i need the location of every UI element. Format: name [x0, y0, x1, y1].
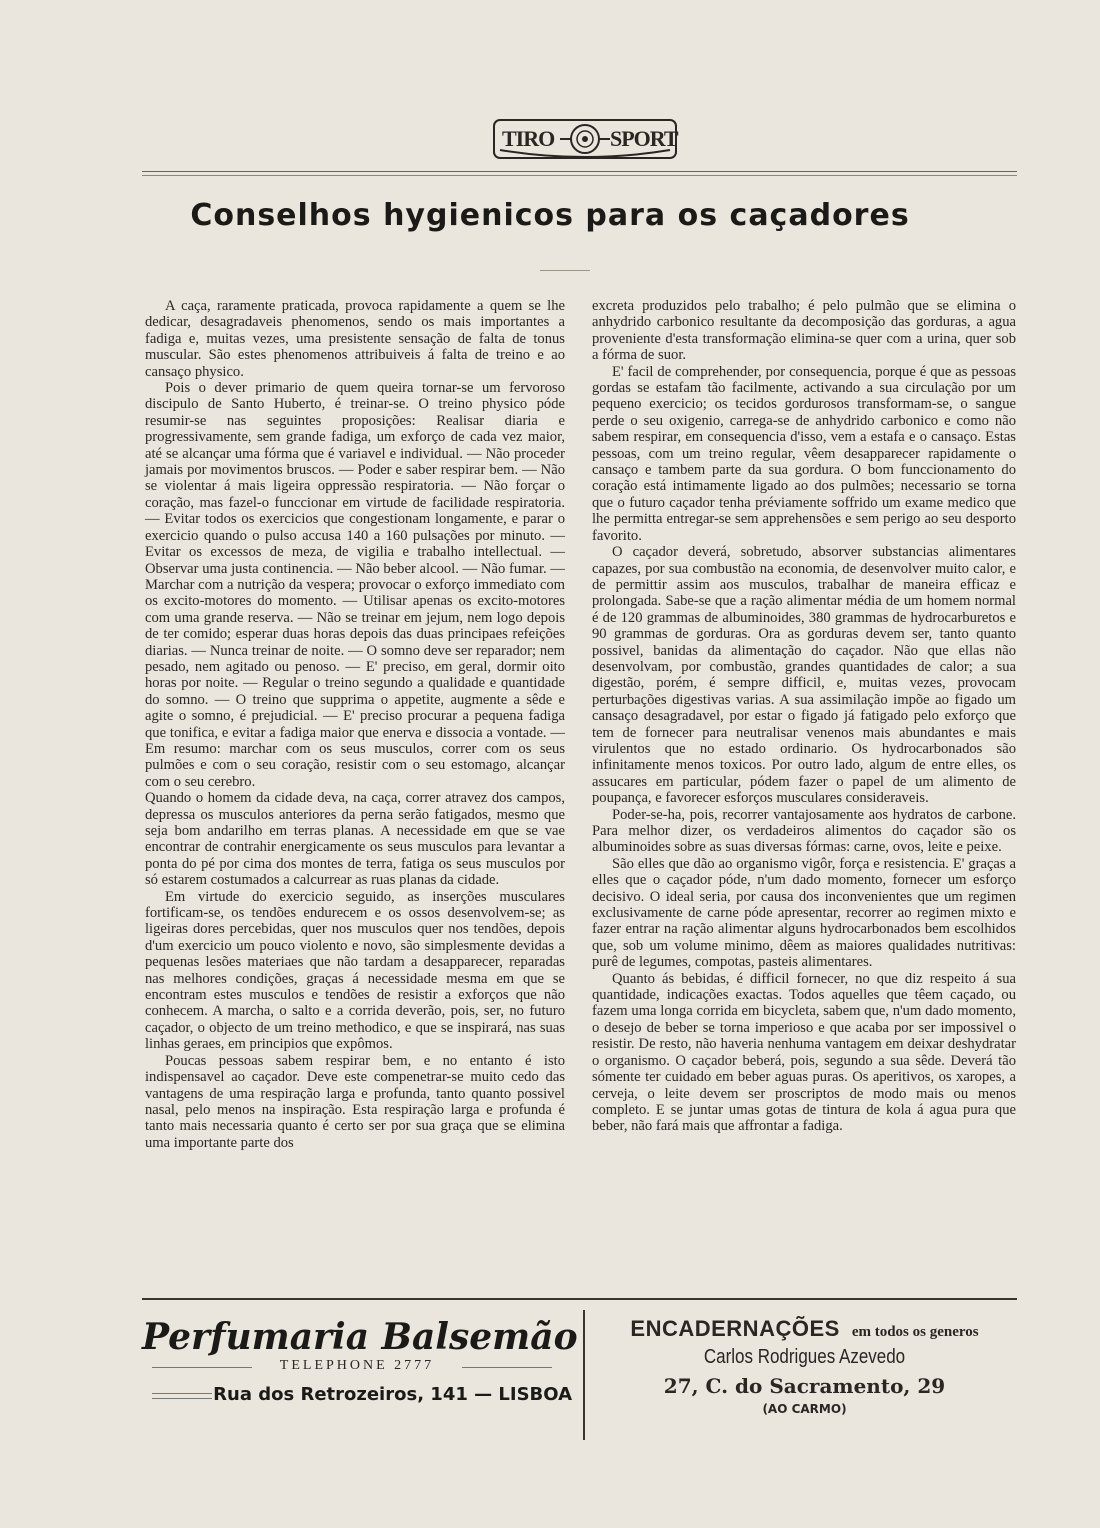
paragraph: E' facil de comprehender, por consequencia, porque é que as pessoas gordas se estafam tão facilmente, activando a sua circulação por um pequeno exercicio; os tecidos gordurosos transformam-se, o sangue perde o seu oxigenio, carrega-se de anhydrido carbonico e como não sabem respirar, em consequencia d'isso, vem a estafa e o cansaço. Estas pessoas, com um treino regular, vêem desapparecer rapidamente o cansaço e tambem parte da sua gordura. O bom funccionamento do coração está intimamente ligado ao dos pulmões; necessario se torna que o futuro caçador tenha préviamente soffrido um exame medico que lhe permitta entregar-se sem apprehensões e sem perigo ao seu desporto favorito. — [592, 363, 1016, 544]
svg-text:SPORT: SPORT — [610, 126, 678, 151]
paragraph: Quanto ás bebidas, é difficil fornecer, no que diz respeito á sua quantidade, indicações exactas. Todos aquelles que têem caçado, ou fazem uma longa corrida em bicycleta, sabem que, n'um dado momento, o desejo de beber se torna imperioso e que acaba por ser impossivel o resistir. De resto, não haveria nenhuma vantagem em deixar deshydratar o organismo. O caçador beberá, pois, segundo a sua sêde. Deverá tão sómente ter cuidado em beber aguas puras. Os aperitivos, os xaropes, a cerveja, o leite devem ser proscriptos de modo mais ou menos completo. E se juntar umas gotas de tintura de kola á agua pura que beber, não fará mais que affrontar a fadiga. — [592, 970, 1016, 1135]
ads-divider — [583, 1310, 585, 1440]
encadernacoes-ad — [592, 1310, 1017, 1440]
paragraph: A caça, raramente praticada, provoca rapidamente a quem se lhe dedicar, desagradaveis phenomenos, sendo os mais importantes a fadiga e, muitas vezes, uma presistente sensação de falta de tonus muscular. São estes phenomenos attribuiveis á falta de treino e ao cansaço physico. — [145, 298, 565, 380]
ad-name: Carlos Rodrigues Azevedo — [703, 1346, 906, 1368]
ad-street: 27, C. do Sacramento, 29 — [663, 1374, 946, 1398]
tiro-sport-logo — [490, 110, 680, 165]
title-divider — [540, 270, 590, 271]
ad-address: Rua dos Retrozeiros, 141 — LISBOA — [213, 1384, 572, 1405]
ad-subheadline: em todos os generos — [851, 1324, 979, 1340]
article-column-left — [145, 298, 565, 1151]
paragraph: Quando o homem da cidade deva, na caça, correr atravez dos campos, depressa os musculos anteriores da perna serão fatigados, mesmo que seja bom andarilho em terras planas. A necessidade em que se vae encontrar de contrahir energicamente os seus musculos para levantar a ponta do pé por cima dos montes de terra, fatiga os seus musculos por só estarem costumados a calcurrear as ruas planas da cidade. — [145, 790, 565, 889]
ad-dash — [462, 1367, 552, 1368]
paragraph: excreta produzidos pelo trabalho; é pelo pulmão que se elimina o anhydrido carbonico resultante da decomposição das gorduras, a agua proveniente d'esta transformação elimina-se quer com a urina, quer sob a fórma de suor. — [592, 298, 1016, 364]
paragraph: Poder-se-ha, pois, recorrer vantajosamente aos hydratos de carbone. Para melhor dizer, os verdadeiros alimentos do caçador são os albuminoides sobre as suas diversas fórmas: carne, ovos, leite e peixe. — [592, 806, 1016, 856]
ad-headline: ENCADERNAÇÕES — [630, 1316, 840, 1341]
ad-phone: TELEPHONE 2777 — [279, 1358, 435, 1373]
perfumaria-ad — [142, 1310, 578, 1440]
paragraph: São elles que dão ao organismo vigôr, força e resistencia. E' graças a elles que o caçador póde, n'um dado momento, fornecer um esforço decisivo. O ideal seria, por causa dos inconvenientes que um regimen exclusivamente de carne póde apresentar, recorrer ao regimen mixto e fazer entrar na ração alimentar alguns hydrocarbonados bem escolhidos que, sob um volume minimo, dêem as maiores qualidades nutritivas: purê de legumes, compotas, pasteis alimentares. — [592, 855, 1016, 971]
svg-text:TIRO: TIRO — [502, 126, 555, 151]
ad-brand: Perfumaria Balsemão — [142, 1316, 578, 1358]
paragraph: O caçador deverá, sobretudo, absorver substancias alimentares capazes, por sua combustão na economia, de desenvolver muito calor, e de permittir assim aos musculos, trabalhar de maneira efficaz e prolongada. Sabe-se que a ração alimentar média de um homem normal é de 120 grammas de albuminoides, 380 grammas de hydrocarburetos e 90 grammas de gorduras. Ora as gorduras devem ser, tanto quanto possivel, banidas da alimentação do caçador. Não que ellas não desenvolvam, por combustão, grandes quantidades de calor; a sua digestão, porém, é sempre difficil, e, muitas vezes, provocam perturbações digestivas varias. A sua assimilação impõe ao figado um cansaço desagradavel, por estar o figado já fatigado pelo exforço que tem de fornecer para neutralisar venenos mais abundantes e mais virulentos que no estado ordinario. Os hydrocarbonados são infinitamente menos toxicos. Por outro lado, algum de entre elles, os assucares em particular, pódem fazer o papel de um alimento de poupança, e favorecer esforços musculares consideraveis. — [592, 544, 1016, 807]
header-rule-thin — [142, 175, 1017, 176]
paragraph: Pois o dever primario de quem queira tornar-se um fervoroso discipulo de Santo Huberto, é treinar-se. O treino physico póde resumir-se nas seguintes proposições: Realisar diaria e progressivamente, sem grande fadiga, um exforço de cada vez maior, até se alcançar uma fórma que é variavel e individual. — Não proceder jamais por movimentos bruscos. — Poder e saber respirar bem. — Não se violentar á mais ligeira oppressão respiratoria. — Não forçar o coração, mas fazel-o funccionar em virtude de facilidade respiratoria. — Evitar todos os exercicios que congestionam longamente, e parar o exercicio quando o pulso accusa 140 a 160 pulsações por minuto. — Evitar os excessos de meza, de vigilia e trabalho intellectual. — Observar uma justa continencia. — Não beber alcool. — Não fumar. — Marchar com a nutrição da vespera; provocar o exforço immediato com os excito-motores do momento. — Utilisar apenas os excito-motores com uma grande reserva. — Não se treinar em jejum, nem logo depois de ter comido; esperar duas horas depois das duas principaes refeições diarias. — Nunca treinar de noite. — O somno deve ser reparador; nem pesado, nem agitado ou penoso. — E' preciso, em geral, dormir oito horas por noite. — Regular o treino segundo a qualidade e quantidade do somno. — O treino que supprima o appetite, augmente a sêde e agite o somno, é prejudicial. — E' preciso procurar a pequena fadiga que tonifica, e evitar a fadiga maior que enerva e dissocia a vontade. — Em resumo: marchar com os seus musculos, correr com os seus pulmões e com o seu coração, resistir com o seu estomago, alcançar com o seu cerebro. — [145, 380, 565, 790]
article-column-right — [592, 298, 1016, 1135]
header-rule — [142, 171, 1017, 172]
article-title: Conselhos hygienicos para os caçadores — [190, 198, 910, 233]
ad-note: (AO CARMO) — [762, 1402, 847, 1416]
ad-headline-line — [592, 1316, 1017, 1342]
paragraph: Poucas pessoas sabem respirar bem, e no entanto é isto indispensavel ao caçador. Deve este compenetrar-se muito cedo das vantagens de uma respiração larga e profunda, tanto quanto possivel nasal, pelo menos na inspiração. Esta respiração larga e profunda é tanto mais necessaria quanto é certo ser por sua graça que se elimina uma importante parte dos — [145, 1052, 565, 1151]
paragraph: Em virtude do exercicio seguido, as inserções musculares fortificam-se, os tendões endurecem e os ossos desenvolvem-se; as ligeiras dores percebidas, quer nos musculos quer nos tendões, depois d'um exercicio um pouco violento e novo, são simplesmente devidas a pequenas lesões materiaes que não tardam a desapparecer, reparadas nas melhores condições, graças á necessidade mesma em que se encontram estes musculos e tendões de resistir a exforços que não conhecem. A marcha, o salto e a corrida deverão, pois, ser, no futuro caçador, o objecto de um treino methodico, e que se inspirará, nas suas linhas geraes, em principios que expômos. — [145, 888, 565, 1053]
ads-rule — [142, 1298, 1017, 1300]
